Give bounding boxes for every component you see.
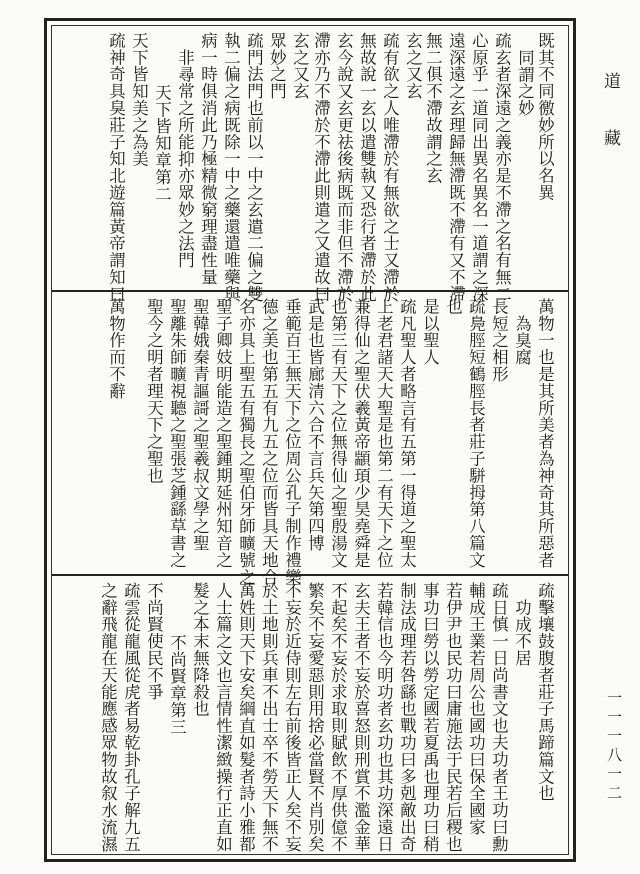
text-column: 玄夫王者不妄於喜怒則刑賞不濫金華 <box>351 582 371 853</box>
text-band-top <box>52 26 568 303</box>
text-column: 同謂之妙 <box>515 49 535 117</box>
text-column: 兼得仙之聖伏羲黃帝顓頊少昊堯舜是 <box>351 298 371 569</box>
text-column: 疏日慎一日尚書文也夫功者王功曰勳 <box>489 582 509 853</box>
text-column: 既其不同徼妙所以名異 <box>535 32 555 201</box>
text-column: 執二偏之病既除一中之藥還遣唯藥與 <box>221 32 241 303</box>
text-column: 無故說一玄以遣雙執又恐行者滯於此 <box>357 32 377 303</box>
text-column: 聖子卿妓明能造之聖鍾期延州知音之 <box>213 298 233 569</box>
text-column: 繁矣不妄愛惡則用捨必當賢不肖別矣 <box>305 582 325 853</box>
text-column: 疏神奇具臭莊子知北遊篇黃帝謂知曰 <box>106 32 126 303</box>
text-column: 萬物作而不辭 <box>106 298 126 400</box>
text-column: 疏鳧脛短鶴脛長者莊子駢拇第八篇文 <box>466 298 486 569</box>
text-column: 為臭腐 <box>512 315 532 366</box>
text-column: 心原乎一道同出異名異名一道謂之深 <box>469 32 489 303</box>
text-band-bottom <box>52 576 568 862</box>
text-column: 武是也皆廊清六合不言兵矢第四博 <box>305 298 325 552</box>
text-column: 天下皆知美之為美 <box>129 32 149 168</box>
text-column: 上老君諸天大聖是也第二有天下之位 <box>374 298 394 569</box>
text-column: 疏玄者深遠之義亦是不滯之名有無二 <box>492 32 512 303</box>
text-column: 玄之又玄 <box>403 32 423 100</box>
text-column: 若韓信也今明功者玄功也其功深遠日 <box>374 582 394 853</box>
text-column: 滯亦乃不滯於不滯此則遣之又遣故曰 <box>311 32 331 303</box>
text-column: 病一時俱消此乃極精微窮理盡性量 <box>198 32 218 286</box>
text-column: 疏門法門也前以一中之玄遣二偏之雙 <box>244 32 264 303</box>
text-column: 若伊尹也民功曰庸施法于民若后稷也 <box>443 582 463 853</box>
chapter-heading: 不尚賢章第三 <box>167 634 187 736</box>
text-column: 也 <box>443 298 463 315</box>
text-column: 事功曰勞以勞定國若夏禹也理功曰稍 <box>420 582 440 853</box>
text-column: 也第三有天下之位無得仙之聖殷湯文 <box>328 298 348 569</box>
text-column: 聖今之明者理天下之聖也 <box>144 298 164 484</box>
text-column: 長短之相形 <box>489 298 509 383</box>
text-column: 非尋常之所能抑亦眾妙之法門 <box>175 49 195 269</box>
text-column: 無二俱不滯故謂之玄 <box>423 32 443 185</box>
text-column: 髮之本末無降殺也 <box>190 582 210 718</box>
text-column: 遠深遠之玄理歸無滯既不滯有又不滯 <box>446 32 466 303</box>
text-column: 聖離朱師曠視聽之聖張芝鍾繇草書之 <box>167 298 187 569</box>
text-column: 疏有欲之人唯滯於有無欲之士又滯於 <box>380 32 400 303</box>
text-column: 不尚賢使民不爭 <box>144 582 164 701</box>
text-column: 於土地則兵車不出士卒不勞天下無不 <box>259 582 279 853</box>
text-column: 不妄於近侍則左右前後皆正人矣不妄 <box>282 582 302 853</box>
text-band-middle <box>52 292 568 586</box>
text-column: 垂範百王無天下之位周公孔子制作禮樂 <box>282 298 302 586</box>
text-column: 萬物一也是其所美者為神奇其所惡者 <box>535 298 555 569</box>
text-column: 之辭飛龍在天能應感眾物故叙水流濕 <box>98 582 118 853</box>
text-column: 玄今說又玄更祛後病既而非但不滯於 <box>334 32 354 303</box>
text-column: 疏凡聖人者略言有五第一得道之聖太 <box>397 298 417 569</box>
chapter-heading: 天下皆知章第二 <box>152 84 172 203</box>
page-frame <box>44 18 576 862</box>
text-column: 功成不居 <box>512 599 532 667</box>
text-column: 輔成王業若周公也國功曰保全國家 <box>466 582 486 836</box>
frame-inner <box>51 25 569 855</box>
collection-title: 道藏 <box>600 72 620 186</box>
text-column: 名亦具上聖五有獨長之聖伯牙師曠號之 <box>236 298 256 586</box>
text-column: 疏雲從龍風從虎者易乾卦孔子解九五 <box>121 582 141 853</box>
text-column: 德之美也第五有九五之位而皆具天地合 <box>259 298 279 586</box>
text-column: 不起矣不妄於求取則賦飲不厚供億不 <box>328 582 348 853</box>
text-column: 萬姓則天下安矣綱直如髮者詩小雅都 <box>236 582 256 853</box>
text-column: 聖韓娥秦青謳謌之聖羲叔文學之聖 <box>190 298 210 552</box>
page-number: 一一一八一二 <box>605 690 623 804</box>
text-column: 疏擊壤鼓腹者莊子馬蹄篇文也 <box>535 582 555 802</box>
text-column: 制法成理若咎繇也戰功曰多剋敵出奇 <box>397 582 417 853</box>
text-column: 玄之又玄 <box>290 32 310 100</box>
text-column: 是以聖人 <box>420 298 440 366</box>
text-column: 人士篇之文也言情性潔緻操行正直如 <box>213 582 233 853</box>
text-column: 眾妙之門 <box>267 32 287 100</box>
